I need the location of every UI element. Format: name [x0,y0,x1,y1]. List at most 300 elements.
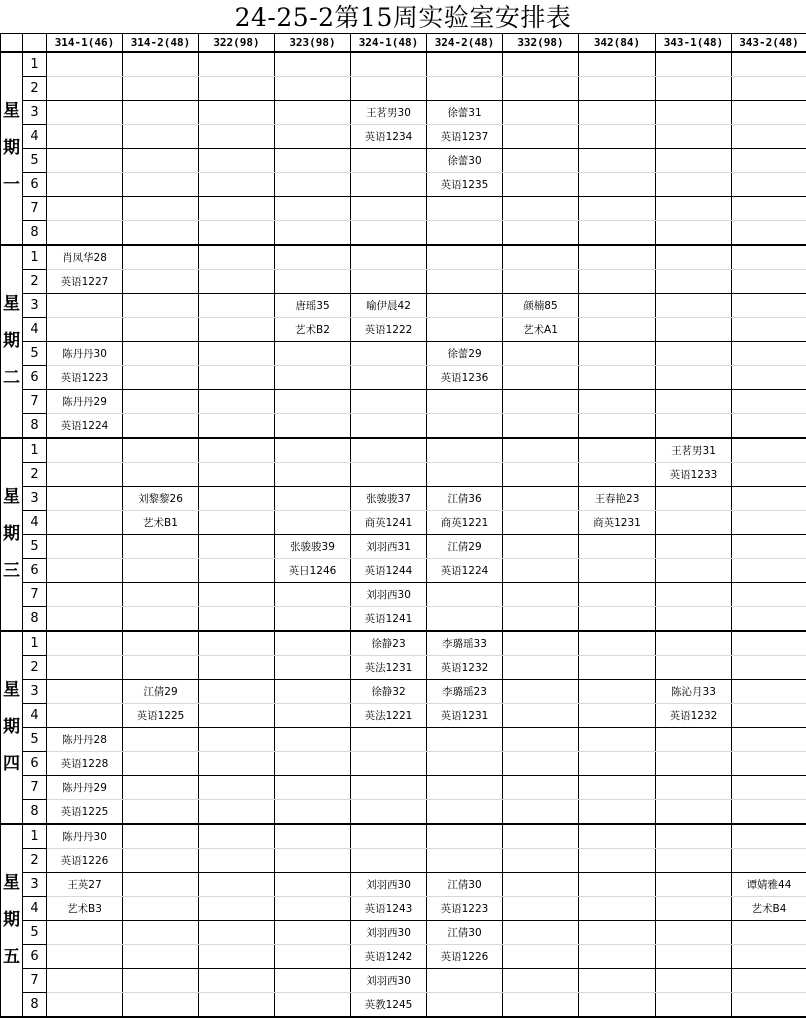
schedule-cell: 英语1224 [47,414,123,439]
schedule-cell: 艺术B4 [732,897,806,921]
table-row [1,511,806,535]
schedule-cell [123,77,199,101]
schedule-cell: 徐静23 [351,631,427,656]
day-label [1,824,23,1017]
schedule-cell: 刘羽西30 [351,583,427,607]
schedule-cell [656,294,732,318]
schedule-cell: 艺术A1 [503,318,579,342]
schedule-cell: 英语1222 [351,318,427,342]
schedule-cell [503,221,579,246]
schedule-cell [579,945,656,969]
schedule-cell [351,414,427,439]
schedule-cell [732,704,806,728]
header-row [1,34,806,53]
schedule-cell [503,52,579,77]
schedule-cell [199,752,275,776]
period-number: 5 [23,535,47,559]
schedule-cell [503,270,579,294]
schedule-cell [732,535,806,559]
schedule-cell [656,969,732,993]
schedule-cell [732,149,806,173]
schedule-cell [275,52,351,77]
period-number: 1 [23,438,47,463]
schedule-cell [47,197,123,221]
schedule-cell [275,897,351,921]
schedule-cell [199,945,275,969]
schedule-cell [199,318,275,342]
schedule-cell [579,366,656,390]
schedule-cell [123,728,199,752]
table-row [1,414,806,439]
schedule-cell [656,873,732,897]
schedule-cell [275,776,351,800]
schedule-cell [732,752,806,776]
schedule-cell [123,752,199,776]
schedule-cell [503,173,579,197]
schedule-cell: 江倩29 [123,680,199,704]
schedule-cell [503,77,579,101]
day-label-text: 星期二 [3,286,21,397]
schedule-cell [275,921,351,945]
schedule-cell [275,245,351,270]
schedule-cell [732,607,806,632]
period-number: 4 [23,125,47,149]
schedule-cell: 江倩30 [427,873,503,897]
table-row [1,535,806,559]
schedule-cell [656,77,732,101]
schedule-cell [123,873,199,897]
schedule-cell [503,197,579,221]
schedule-cell [427,583,503,607]
schedule-cell [47,631,123,656]
schedule-cell: 英法1221 [351,704,427,728]
period-number: 2 [23,656,47,680]
schedule-cell: 刘羽西30 [351,873,427,897]
schedule-cell: 英语1234 [351,125,427,149]
schedule-cell [275,993,351,1018]
schedule-cell [656,101,732,125]
schedule-cell [427,438,503,463]
schedule-cell [579,318,656,342]
schedule-cell [579,221,656,246]
schedule-cell [579,535,656,559]
schedule-cell [275,101,351,125]
schedule-cell [351,221,427,246]
schedule-cell [123,414,199,439]
schedule-cell [503,390,579,414]
schedule-cell: 李璐瑶33 [427,631,503,656]
table-row [1,221,806,246]
schedule-cell [123,366,199,390]
schedule-cell [199,776,275,800]
schedule-cell: 徐蕾29 [427,342,503,366]
schedule-cell [47,294,123,318]
schedule-cell [47,77,123,101]
day-label-text: 星期五 [3,865,21,976]
schedule-cell [123,125,199,149]
schedule-cell [199,463,275,487]
schedule-cell [275,511,351,535]
schedule-cell [275,197,351,221]
schedule-cell [275,270,351,294]
schedule-cell [656,897,732,921]
period-number: 3 [23,487,47,511]
schedule-cell: 徐蕾30 [427,149,503,173]
schedule-cell [732,438,806,463]
schedule-cell [503,897,579,921]
schedule-cell [351,824,427,849]
schedule-cell [427,390,503,414]
schedule-cell [351,342,427,366]
schedule-body [1,52,806,1017]
schedule-cell [199,294,275,318]
schedule-cell [732,993,806,1018]
schedule-cell: 陈丹丹30 [47,342,123,366]
schedule-cell [503,873,579,897]
room-header: 324-2(48) [427,34,503,53]
schedule-cell: 肖凤华28 [47,245,123,270]
schedule-cell [275,173,351,197]
table-row [1,800,806,825]
schedule-cell [199,800,275,825]
period-number: 4 [23,318,47,342]
schedule-cell [275,849,351,873]
period-number: 6 [23,945,47,969]
table-row [1,680,806,704]
schedule-cell [123,390,199,414]
schedule-cell: 张骏骏37 [351,487,427,511]
schedule-cell [656,728,732,752]
schedule-cell: 英语1231 [427,704,503,728]
day-label [1,52,23,245]
table-row [1,583,806,607]
schedule-cell [427,752,503,776]
schedule-cell [579,438,656,463]
schedule-cell [656,390,732,414]
schedule-cell [47,969,123,993]
schedule-cell: 李璐瑶23 [427,680,503,704]
schedule-cell [275,607,351,632]
schedule-cell [199,921,275,945]
schedule-cell [427,728,503,752]
table-row [1,945,806,969]
schedule-cell [123,318,199,342]
period-number: 1 [23,245,47,270]
schedule-cell [275,487,351,511]
schedule-cell [47,438,123,463]
schedule-cell: 英语1244 [351,559,427,583]
schedule-cell [199,414,275,439]
table-row [1,318,806,342]
schedule-cell: 陈沁月33 [656,680,732,704]
room-header: 332(98) [503,34,579,53]
schedule-cell [503,245,579,270]
schedule-cell [123,535,199,559]
table-row [1,463,806,487]
schedule-cell [656,993,732,1018]
schedule-cell [199,101,275,125]
schedule-cell [503,583,579,607]
schedule-cell [427,849,503,873]
schedule-cell [123,631,199,656]
schedule-cell [427,776,503,800]
schedule-cell [732,680,806,704]
schedule-cell: 英教1245 [351,993,427,1018]
schedule-cell: 王英27 [47,873,123,897]
schedule-cell [351,245,427,270]
schedule-cell [503,969,579,993]
period-number: 3 [23,873,47,897]
schedule-cell [656,535,732,559]
schedule-cell [503,993,579,1018]
schedule-table [0,33,806,1018]
room-header: 342(84) [579,34,656,53]
schedule-cell [503,511,579,535]
schedule-cell [47,945,123,969]
schedule-cell [199,704,275,728]
schedule-cell [275,125,351,149]
schedule-cell [732,921,806,945]
schedule-cell [123,101,199,125]
schedule-cell [503,535,579,559]
schedule-cell [732,824,806,849]
schedule-cell [199,77,275,101]
schedule-cell [656,607,732,632]
schedule-cell [199,583,275,607]
schedule-cell [732,849,806,873]
schedule-cell [503,414,579,439]
schedule-cell [732,221,806,246]
schedule-cell [579,173,656,197]
schedule-cell [275,414,351,439]
schedule-cell [275,873,351,897]
schedule-cell: 刘羽西30 [351,969,427,993]
schedule-cell [732,463,806,487]
schedule-cell [275,149,351,173]
schedule-cell [427,993,503,1018]
schedule-cell [123,800,199,825]
schedule-cell [199,366,275,390]
period-number: 7 [23,583,47,607]
schedule-cell [47,607,123,632]
schedule-cell [199,173,275,197]
schedule-cell [579,390,656,414]
schedule-cell [47,318,123,342]
schedule-cell [732,125,806,149]
schedule-cell: 张骏骏39 [275,535,351,559]
table-row [1,728,806,752]
schedule-cell [123,294,199,318]
schedule-cell [123,342,199,366]
schedule-cell [351,800,427,825]
schedule-cell [656,487,732,511]
schedule-cell [123,656,199,680]
schedule-cell [123,52,199,77]
day-label [1,438,23,631]
schedule-cell: 英语1237 [427,125,503,149]
schedule-cell [123,993,199,1018]
schedule-cell: 刘羽西31 [351,535,427,559]
schedule-cell [199,125,275,149]
schedule-cell [47,704,123,728]
schedule-cell [579,607,656,632]
period-number: 2 [23,463,47,487]
schedule-cell [732,728,806,752]
table-row [1,631,806,656]
schedule-cell [503,800,579,825]
schedule-cell: 英语1242 [351,945,427,969]
schedule-cell [123,583,199,607]
table-row [1,245,806,270]
schedule-cell [656,221,732,246]
table-row [1,487,806,511]
schedule-cell [123,149,199,173]
table-row [1,849,806,873]
schedule-cell [503,656,579,680]
schedule-cell [732,366,806,390]
schedule-cell [579,101,656,125]
schedule-cell [656,583,732,607]
schedule-cell [579,800,656,825]
schedule-cell [732,969,806,993]
schedule-cell [656,245,732,270]
schedule-cell [579,294,656,318]
schedule-cell [275,583,351,607]
schedule-cell [199,535,275,559]
schedule-cell [275,438,351,463]
schedule-cell [656,342,732,366]
schedule-cell [656,752,732,776]
schedule-cell [503,463,579,487]
room-header: 314-2(48) [123,34,199,53]
schedule-cell: 陈丹丹29 [47,390,123,414]
schedule-cell: 商英1231 [579,511,656,535]
schedule-cell [732,656,806,680]
schedule-cell [275,969,351,993]
period-number: 8 [23,607,47,632]
schedule-cell: 英日1246 [275,559,351,583]
schedule-cell [579,969,656,993]
schedule-cell: 英语1225 [123,704,199,728]
schedule-cell [199,873,275,897]
schedule-cell: 陈丹丹30 [47,824,123,849]
schedule-cell [47,149,123,173]
schedule-cell [732,414,806,439]
schedule-cell [579,342,656,366]
schedule-cell [579,52,656,77]
schedule-cell [199,559,275,583]
schedule-cell [199,824,275,849]
schedule-cell [656,52,732,77]
schedule-cell [732,245,806,270]
schedule-cell [275,728,351,752]
schedule-cell [275,221,351,246]
period-number: 3 [23,294,47,318]
schedule-cell [579,463,656,487]
schedule-cell [656,945,732,969]
schedule-cell: 唐瑶35 [275,294,351,318]
schedule-cell [732,487,806,511]
schedule-cell [656,318,732,342]
period-number: 3 [23,680,47,704]
schedule-cell [199,993,275,1018]
schedule-cell [199,631,275,656]
schedule-cell [656,511,732,535]
period-number: 3 [23,101,47,125]
schedule-cell: 英语1223 [47,366,123,390]
schedule-cell: 英语1241 [351,607,427,632]
schedule-cell [656,197,732,221]
schedule-cell [656,824,732,849]
schedule-cell [123,969,199,993]
period-number: 6 [23,173,47,197]
schedule-cell: 王春艳23 [579,487,656,511]
period-number: 5 [23,728,47,752]
schedule-cell [47,535,123,559]
table-row [1,607,806,632]
schedule-cell [47,583,123,607]
schedule-cell [427,294,503,318]
schedule-cell [275,824,351,849]
schedule-cell [275,366,351,390]
schedule-cell [47,559,123,583]
schedule-cell [656,366,732,390]
period-number: 1 [23,824,47,849]
schedule-cell [503,680,579,704]
schedule-cell: 颜楠85 [503,294,579,318]
schedule-cell [351,752,427,776]
schedule-cell: 陈丹丹29 [47,776,123,800]
schedule-cell [656,921,732,945]
schedule-cell [732,318,806,342]
schedule-cell [503,366,579,390]
schedule-cell [732,294,806,318]
schedule-cell [199,221,275,246]
schedule-cell [199,680,275,704]
schedule-cell: 英语1243 [351,897,427,921]
schedule-cell [47,125,123,149]
schedule-cell [732,631,806,656]
schedule-cell [503,149,579,173]
schedule-cell [503,849,579,873]
schedule-cell [275,704,351,728]
schedule-cell [351,776,427,800]
schedule-cell [579,752,656,776]
schedule-cell [123,245,199,270]
period-number: 4 [23,704,47,728]
period-number: 8 [23,414,47,439]
period-number: 5 [23,921,47,945]
table-row [1,704,806,728]
schedule-cell [123,897,199,921]
schedule-cell: 商英1241 [351,511,427,535]
schedule-cell [579,656,656,680]
schedule-cell [579,414,656,439]
schedule-cell [275,390,351,414]
schedule-cell [732,342,806,366]
schedule-cell [427,318,503,342]
schedule-cell: 英语1225 [47,800,123,825]
schedule-cell: 商英1221 [427,511,503,535]
day-label-text: 星期三 [3,479,21,590]
schedule-cell: 英语1223 [427,897,503,921]
schedule-cell [47,680,123,704]
day-label [1,245,23,438]
schedule-cell [503,438,579,463]
table-row [1,173,806,197]
table-row [1,342,806,366]
schedule-cell [199,607,275,632]
